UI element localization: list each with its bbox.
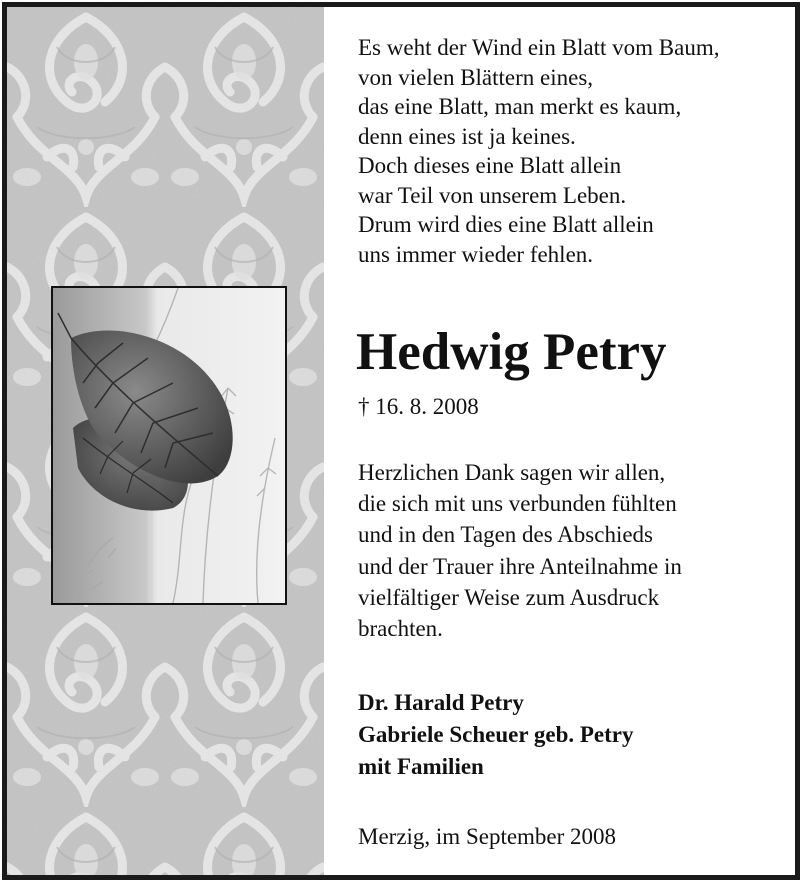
thanks-message (358, 457, 682, 644)
leaves-on-grass-photo (53, 288, 285, 603)
place-date: Merzig, im September 2008 (358, 824, 617, 849)
leaf-photo (51, 286, 287, 605)
poem-line: Drum wird dies eine Blatt allein (358, 212, 654, 237)
signer-line: Gabriele Scheuer geb. Petry (358, 722, 634, 747)
obituary-card (2, 2, 800, 880)
text-panel (324, 7, 795, 875)
death-date: † 16. 8. 2008 (358, 394, 479, 419)
thanks-line: vielfältiger Weise zum Ausdruck (358, 584, 660, 610)
thanks-line: und in den Tagen des Abschieds (358, 522, 654, 548)
deceased-name: Hedwig Petry (356, 323, 667, 381)
poem-line: das eine Blatt, man merkt es kaum, (358, 94, 682, 119)
signer-line: Dr. Harald Petry (358, 690, 524, 715)
thanks-line: Herzlichen Dank sagen wir allen, (358, 460, 666, 485)
poem-line: war Teil von unserem Leben. (358, 182, 627, 208)
thanks-line: und der Trauer ihre Anteilnahme in (358, 553, 682, 579)
signers (358, 687, 634, 783)
thanks-line: die sich mit uns verbunden fühlten (358, 491, 677, 517)
poem-line: denn eines ist ja keines. (358, 123, 576, 149)
poem-line: Es weht der Wind ein Blatt vom Baum, (358, 35, 720, 60)
poem-line: von vielen Blättern eines, (358, 64, 594, 90)
poem-line: uns immer wieder fehlen. (358, 241, 594, 267)
poem-line: Doch dieses eine Blatt allein (358, 153, 622, 178)
poem (358, 33, 720, 269)
signer-line: mit Familien (358, 754, 484, 779)
damask-pattern-panel (7, 7, 324, 875)
thanks-line: brachten. (358, 616, 443, 642)
